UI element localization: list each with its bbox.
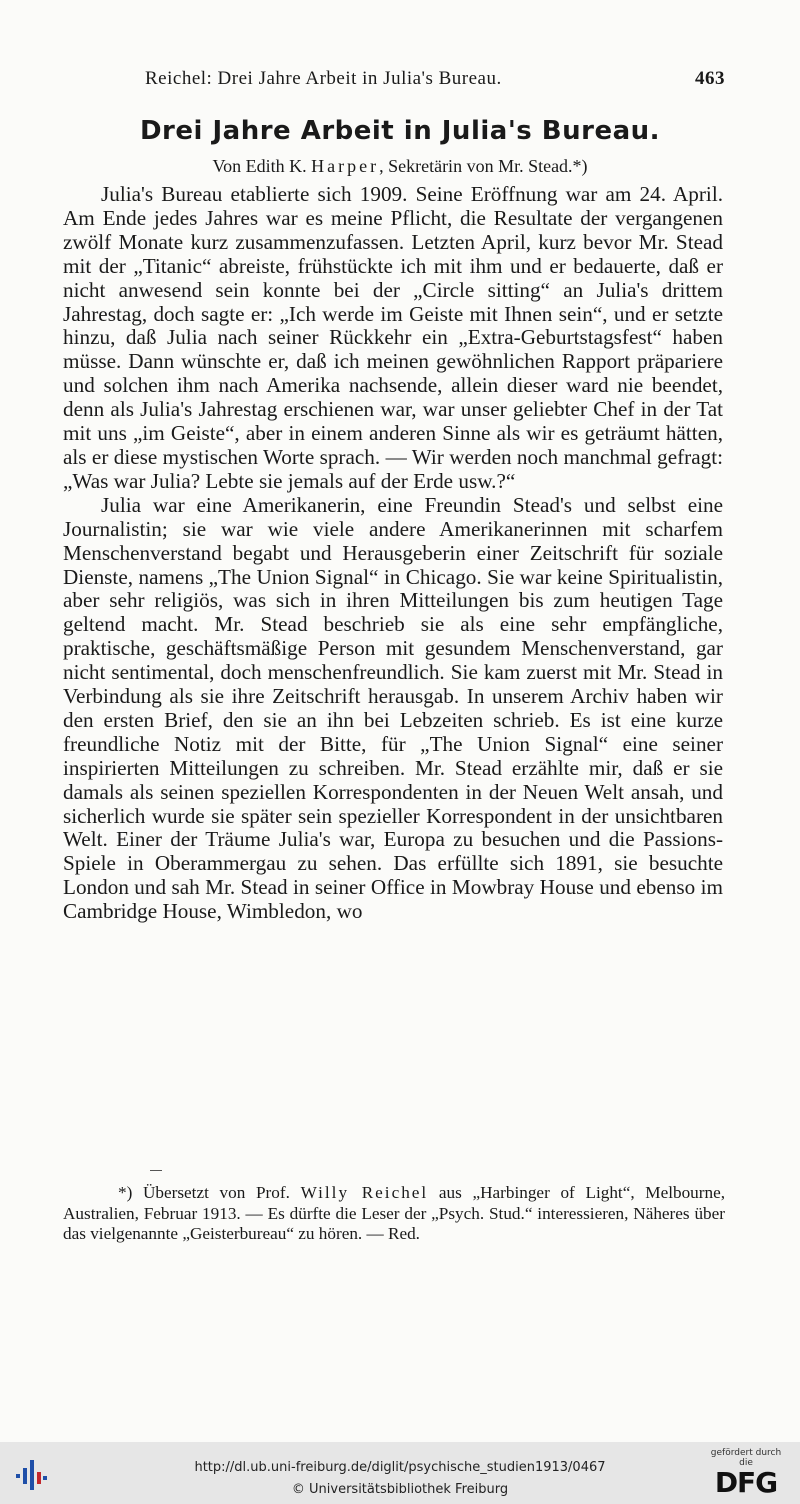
footnote-text: aus „Harbinger of Light“, Melbourne, Australien, Februar 1913. — Es dürfte die Leser der „Psych. Stud.“ interessieren, Näheres über das vielgenannte „Geisterbureau“ zu hören. — Red. bbox=[63, 1183, 726, 1243]
permalink-url[interactable]: http://dl.ub.uni-freiburg.de/diglit/psychische_studien1913/0467 bbox=[194, 1460, 606, 1475]
footnote-translator: Willy Reichel bbox=[300, 1183, 429, 1202]
footnote bbox=[63, 1183, 725, 1245]
copyright-notice: © Universitätsbibliothek Freiburg bbox=[291, 1482, 509, 1497]
footnote-separator bbox=[150, 1170, 162, 1171]
paragraph-1: Julia's Bureau etablierte sich 1909. Seine Eröffnung war am 24. April. Am Ende jedes Jahres war es meine Pflicht, die Resultate der vergangenen zwölf Monate kurz zusammenzufassen. Letzten April, kurz bevor Mr. Stead mit der „Titanic“ abreiste, frühstückte ich mit ihm und er bedauerte, daß er nicht anwesend sein konnte bei der „Circle sitting“ an Julia's drittem Jahrestag, doch sagte er: „Ich werde im Geiste mit Ihnen sein“, und er setzte hinzu, daß Julia nach seiner Rückkehr ein „Extra-Geburtstagsfest“ haben müsse. Dann wünschte er, daß ich meinen gewöhnlichen Rapport präpariere und solchen ihm nach Amerika nachsende, allein dieser ward nie beendet, denn als Julia's Jahrestag erschienen war, war unser geliebter Chef in der Tat mit uns „im Geiste“, aber in einem anderen Sinne als wir es geträumt hätten, als er diese mystischen Worte sprach. — Wir werden noch manchmal gefragt: „Was war Julia? Lebte sie jemals auf der Erde usw.?“ bbox=[63, 182, 723, 493]
running-title: Reichel: Drei Jahre Arbeit in Julia's Bureau. bbox=[145, 68, 502, 89]
article-body bbox=[63, 183, 723, 924]
dfg-logo bbox=[706, 1448, 786, 1498]
viewer-footer bbox=[0, 1442, 800, 1504]
footnote-prefix: *) Übersetzt von Prof. bbox=[118, 1183, 290, 1202]
byline bbox=[0, 156, 800, 177]
dfg-tagline: gefördert durch die bbox=[710, 1448, 782, 1468]
byline-suffix: , Sekretärin von Mr. Stead.*) bbox=[379, 156, 588, 176]
byline-prefix: Von Edith K. bbox=[212, 156, 307, 176]
page-number: 463 bbox=[695, 68, 725, 89]
paragraph-2: Julia war eine Amerikanerin, eine Freundin Stead's und selbst eine Journalistin; sie war wie viele andere Amerikanerinnen mit scharfem Menschenverstand begabt und Herausgeberin einer Zeitschrift für soziale Dienste, namens „The Union Signal“ in Chicago. Sie war keine Spiritualistin, aber sehr religiös, was sich in ihren Mitteilungen bis zum heutigen Tage geltend macht. Mr. Stead beschrieb sie als eine sehr empfängliche, praktische, geschäftsmäßige Person mit gesundem Menschenverstand, gar nicht sentimental, doch menschenfreundlich. Sie kam zuerst mit Mr. Stead in Verbindung als sie ihre Zeitschrift herausgab. In unserem Archiv haben wir den ersten Brief, den sie an ihn bei Lebzeiten schrieb. Es ist eine kurze freundliche Notiz mit der Bitte, für „The Union Signal“ eine seiner inspirierten Mitteilungen zu schreiben. Mr. Stead erzählte mir, daß er sie damals als seinen speziellen Korrespondenten in der Neuen Welt ansah, und sicherlich wurde sie später sein spezieller Korrespondent in der unsichtbaren Welt. Einer der Träume Julia's war, Europa zu besuchen und die Passions-Spiele in Oberammergau zu sehen. Das erfüllte sich 1891, sie besuchte London und sah Mr. Stead in seiner Office in Mowbray House und ebenso im Cambridge House, Wimbledon, wo bbox=[63, 492, 723, 924]
dfg-mark: DFG bbox=[714, 1466, 778, 1499]
article-title: Drei Jahre Arbeit in Julia's Bureau. bbox=[139, 116, 661, 146]
byline-author: Harper bbox=[311, 156, 380, 176]
running-head bbox=[145, 68, 725, 90]
